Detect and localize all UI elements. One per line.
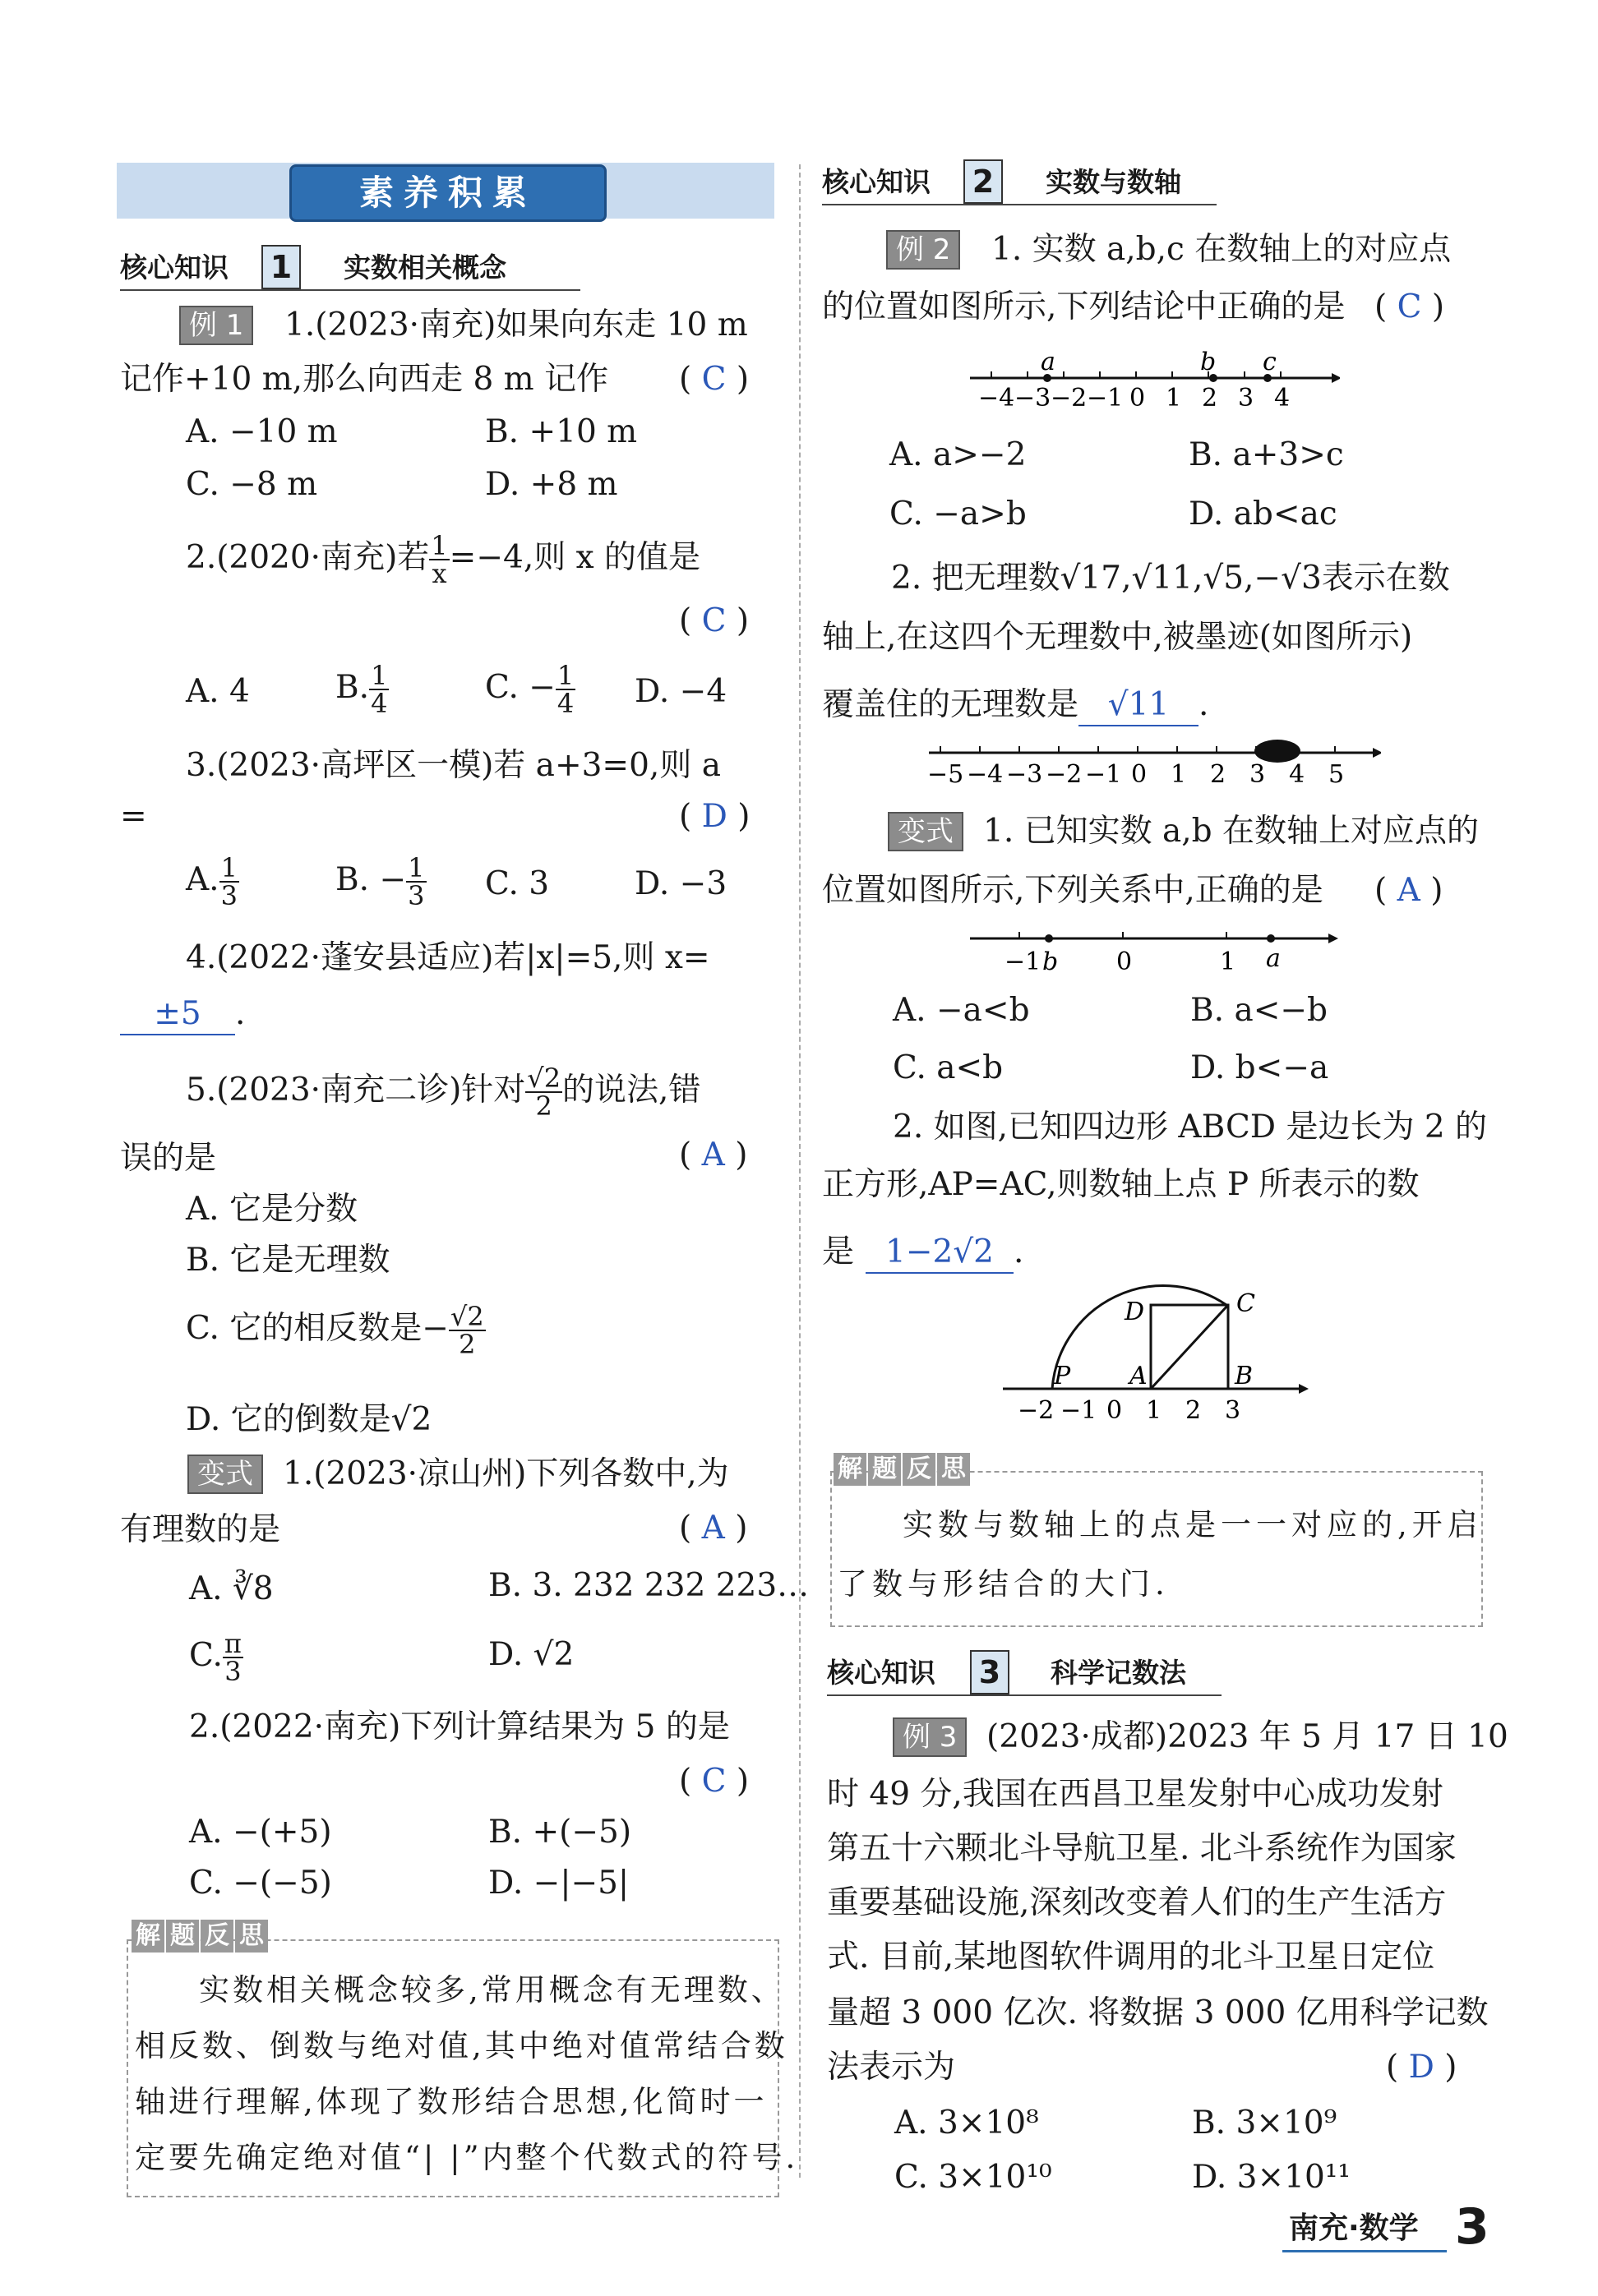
header-underline (827, 1694, 1222, 1696)
option: D. −3 (635, 865, 727, 902)
label-c: c (1263, 348, 1277, 376)
fill-answer: ±5 . (120, 994, 245, 1035)
reflection-line: 实数与数轴上的点是一一对应的,开启 (903, 1507, 1483, 1542)
option: C. −(−5) (189, 1865, 332, 1902)
question-text: 正方形,AP=AC,则数轴上点 P 所表示的数 (822, 1166, 1420, 1203)
option: D. +8 m (485, 466, 618, 503)
option: B. 它是无理数 (186, 1242, 390, 1279)
label-C: C (1236, 1289, 1255, 1318)
label-D: D (1125, 1298, 1145, 1326)
point-a (1267, 934, 1275, 943)
question-text: 轴上,在这四个无理数中,被墨迹(如图所示) (822, 619, 1413, 656)
banner-title-box: 素养积累 (289, 164, 607, 222)
tick-label: 3 (1225, 1396, 1241, 1425)
reflection-line: 相反数、倒数与绝对值,其中绝对值常结合数 (135, 2028, 788, 2063)
example-tag: 例 2 (886, 230, 960, 270)
question-text: 2. 如图,已知四边形 ABCD 是边长为 2 的 (893, 1109, 1488, 1146)
option: C. 它的相反数是− $\frac{√2}{2}$ (186, 1301, 484, 1360)
reflection-line: 定要先确定绝对值“| |”内整个代数式的符号. (135, 2140, 799, 2175)
knowledge-label: 核心知识 (822, 166, 931, 198)
answer: C (701, 361, 727, 398)
paragraph-line: 式. 目前,某地图软件调用的北斗卫星日定位 (827, 1939, 1435, 1976)
knowledge-number: 3 (970, 1650, 1009, 1694)
label-A: A (1129, 1362, 1148, 1390)
tick-label: 3 (1238, 384, 1254, 413)
option: D. −|−5| (488, 1865, 630, 1902)
option: C. 3 (485, 865, 550, 902)
option: A. a>−2 (889, 436, 1027, 473)
tick-label: 0 (1131, 760, 1148, 789)
tick-label: 0 (1116, 947, 1133, 976)
arrow-head (1373, 748, 1381, 758)
option: C. −a>b (889, 496, 1027, 533)
question-text: 覆盖住的无理数是 √11 . (822, 685, 1208, 726)
question-text: 记作+10 m,那么向西走 8 m 记作 (120, 361, 609, 398)
tick-label: 2 (1185, 1396, 1202, 1425)
answer-bracket: ( A ) (679, 1136, 748, 1173)
question-text: 2.(2020·南充)若 $\frac{1}{x}$ =−4,则 x 的值是 (186, 530, 701, 589)
tick-label: 4 (1289, 760, 1305, 789)
answer-bracket: ( C ) (1374, 288, 1445, 325)
label-B: B (1235, 1362, 1254, 1390)
question-text: 1.(2023·南充)如果向东走 10 m (284, 307, 748, 343)
tick-label: −4 (967, 760, 1004, 789)
option: B. 3×10⁹ (1192, 2105, 1337, 2142)
knowledge-label: 核心知识 (827, 1657, 935, 1689)
option: C. a<b (893, 1049, 1004, 1086)
question-text: 有理数的是 (120, 1511, 281, 1548)
arrow-head (1299, 1384, 1309, 1394)
knowledge-title: 科学记数法 (1051, 1657, 1186, 1689)
column-divider (799, 164, 801, 2178)
option: A. $\frac{1}{3}$ (186, 852, 238, 911)
question-text: 1. 已知实数 a,b 在数轴上对应点的 (983, 813, 1480, 850)
option: C. − $\frac{1}{4}$ (485, 660, 575, 719)
option: C. 3×10¹⁰ (894, 2159, 1052, 2196)
answer-bracket: ( C ) (679, 361, 750, 398)
answer-bracket: ( D ) (1386, 2049, 1457, 2086)
answer-bracket: ( C ) (679, 1763, 750, 1800)
question-text: 1.(2023·凉山州)下列各数中,为 (283, 1455, 729, 1492)
option: C. −8 m (186, 466, 318, 503)
paragraph-line: 法表示为 (827, 2049, 956, 2086)
header-underline (822, 204, 1217, 205)
reflection-label: 解 题 反 思 (132, 1920, 268, 1953)
example-tag: 例 1 (179, 306, 253, 345)
option: B. − $\frac{1}{3}$ (335, 852, 425, 911)
option: B. +(−5) (488, 1814, 632, 1851)
option: D. −4 (635, 673, 727, 710)
label-b: b (1200, 348, 1217, 376)
answer-bracket: ( C ) (679, 602, 750, 639)
tick-label: 1 (1166, 384, 1182, 413)
tick-label: −1 (1087, 384, 1124, 413)
option: B. a<−b (1190, 992, 1328, 1029)
number-line-ink (921, 733, 1381, 799)
question-text: 误的是 (120, 1140, 217, 1177)
reflection-label: 解 题 反 思 (834, 1453, 970, 1486)
tick-label: −3 (1014, 384, 1051, 413)
tick-label: −3 (1006, 760, 1043, 789)
tick-label: 5 (1328, 760, 1345, 789)
tick-label: −4 (978, 384, 1015, 413)
page-number: 3 (1455, 2198, 1489, 2256)
option: A. 4 (186, 673, 250, 710)
fill-answer: 1−2√2 (866, 1233, 1014, 1274)
paragraph-line: 重要基础设施,深刻改变着人们的生产生活方 (827, 1884, 1447, 1921)
option: D. ab<ac (1189, 496, 1337, 533)
question-text: 2.(2022·南充)下列计算结果为 5 的是 (189, 1708, 730, 1745)
answer-bracket: ( A ) (1374, 872, 1443, 909)
option: D. b<−a (1190, 1049, 1329, 1086)
tick-label: 4 (1274, 384, 1291, 413)
reflection-line: 了数与形结合的大门. (837, 1566, 1170, 1602)
ink-blot (1254, 740, 1300, 763)
example-tag: 例 3 (893, 1717, 967, 1757)
option: D. 3×10¹¹ (1192, 2159, 1351, 2196)
option: A. ∛8 (189, 1570, 274, 1607)
footer-underline (1282, 2250, 1447, 2252)
option: C. $\frac{\pi}{3}$ (189, 1628, 242, 1687)
option: B. +10 m (485, 413, 638, 450)
tick-label: 1 (1171, 760, 1187, 789)
paragraph-line: 量超 3 000 亿次. 将数据 3 000 亿用科学记数 (827, 1994, 1489, 2031)
option: B. a+3>c (1189, 436, 1344, 473)
question-text: 5.(2023·南充二诊)针对 $\frac{√2}{2}$ 的说法,错 (186, 1063, 701, 1122)
label-b: b (1042, 947, 1059, 976)
question-text: 2. 把无理数√17,√11,√5,−√3表示在数 (891, 560, 1450, 597)
variant-tag: 变式 (888, 812, 963, 851)
arrow-head (1328, 934, 1338, 943)
knowledge-number: 2 (963, 159, 1003, 204)
knowledge-title: 实数与数轴 (1046, 166, 1181, 198)
paragraph-line: (2023·成都)2023 年 5 月 17 日 10 (986, 1718, 1508, 1755)
tick-label: −5 (927, 760, 964, 789)
label-P: P (1054, 1362, 1071, 1390)
option: A. −10 m (186, 413, 338, 450)
knowledge-title: 实数相关概念 (344, 251, 506, 284)
point-b (1045, 934, 1053, 943)
footer-label: 南充·数学 (1289, 2211, 1419, 2245)
number-line-abc (962, 345, 1340, 419)
knowledge-number: 1 (261, 245, 301, 289)
option: B. $\frac{1}{4}$ (335, 660, 388, 719)
option: A. 3×10⁸ (894, 2105, 1039, 2142)
reflection-line: 实数相关概念较多,常用概念有无理数、 (199, 1972, 785, 2008)
option: A. 它是分数 (186, 1191, 358, 1228)
fill-answer: √11 (1078, 685, 1198, 726)
answer-bracket: ( A ) (679, 1510, 748, 1547)
paragraph-line: 第五十六颗北斗导航卫星. 北斗系统作为国家 (827, 1830, 1457, 1867)
tick-label: 0 (1106, 1396, 1123, 1425)
label-a: a (1041, 348, 1055, 376)
tick-label: −2 (1018, 1396, 1055, 1425)
option: B. 3. 232 232 223… (488, 1567, 810, 1604)
option: A. −(+5) (189, 1814, 332, 1851)
tick-label: 1 (1146, 1396, 1162, 1425)
tick-label: −1 (1005, 947, 1041, 976)
diagonal-ac (1151, 1305, 1228, 1389)
tick-label: 1 (1220, 947, 1236, 976)
arrow-head (1332, 373, 1340, 383)
paragraph-line: 时 49 分,我国在西昌卫星发射中心成功发射 (827, 1776, 1443, 1813)
tick-label: −1 (1085, 760, 1122, 789)
option: A. −a<b (893, 992, 1030, 1029)
tick-label: 3 (1249, 760, 1266, 789)
option: D. √2 (488, 1636, 575, 1673)
tick-label: −2 (1046, 760, 1083, 789)
reflection-line: 轴进行理解,体现了数形结合思想,化简时一 (135, 2084, 768, 2119)
question-text: 位置如图所示,下列关系中,正确的是 (822, 872, 1323, 909)
option: D. 它的倒数是√2 (186, 1401, 432, 1438)
tick-label: 0 (1129, 384, 1146, 413)
question-text: 3.(2023·高坪区一模)若 a+3=0,则 a (186, 747, 721, 784)
tick-label: −2 (1051, 384, 1088, 413)
tick-label: 2 (1202, 384, 1218, 413)
square-figure (1003, 1282, 1315, 1430)
tick-label: 2 (1210, 760, 1226, 789)
number-line-ab (970, 924, 1340, 981)
label-a: a (1266, 944, 1281, 973)
variant-tag: 变式 (187, 1455, 263, 1494)
question-text: 是 1−2√2 . (822, 1233, 1023, 1274)
answer-bracket: ( D ) (679, 798, 751, 835)
question-text: = (120, 798, 147, 835)
question-text: 4.(2022·蓬安县适应)若|x|=5,则 x= (186, 939, 710, 976)
header-underline (120, 289, 580, 291)
question-text: 1. 实数 a,b,c 在数轴上的对应点 (991, 231, 1452, 268)
tick-label: −1 (1060, 1396, 1097, 1425)
question-text: 的位置如图所示,下列结论中正确的是 (822, 288, 1346, 325)
knowledge-label: 核心知识 (120, 251, 229, 284)
